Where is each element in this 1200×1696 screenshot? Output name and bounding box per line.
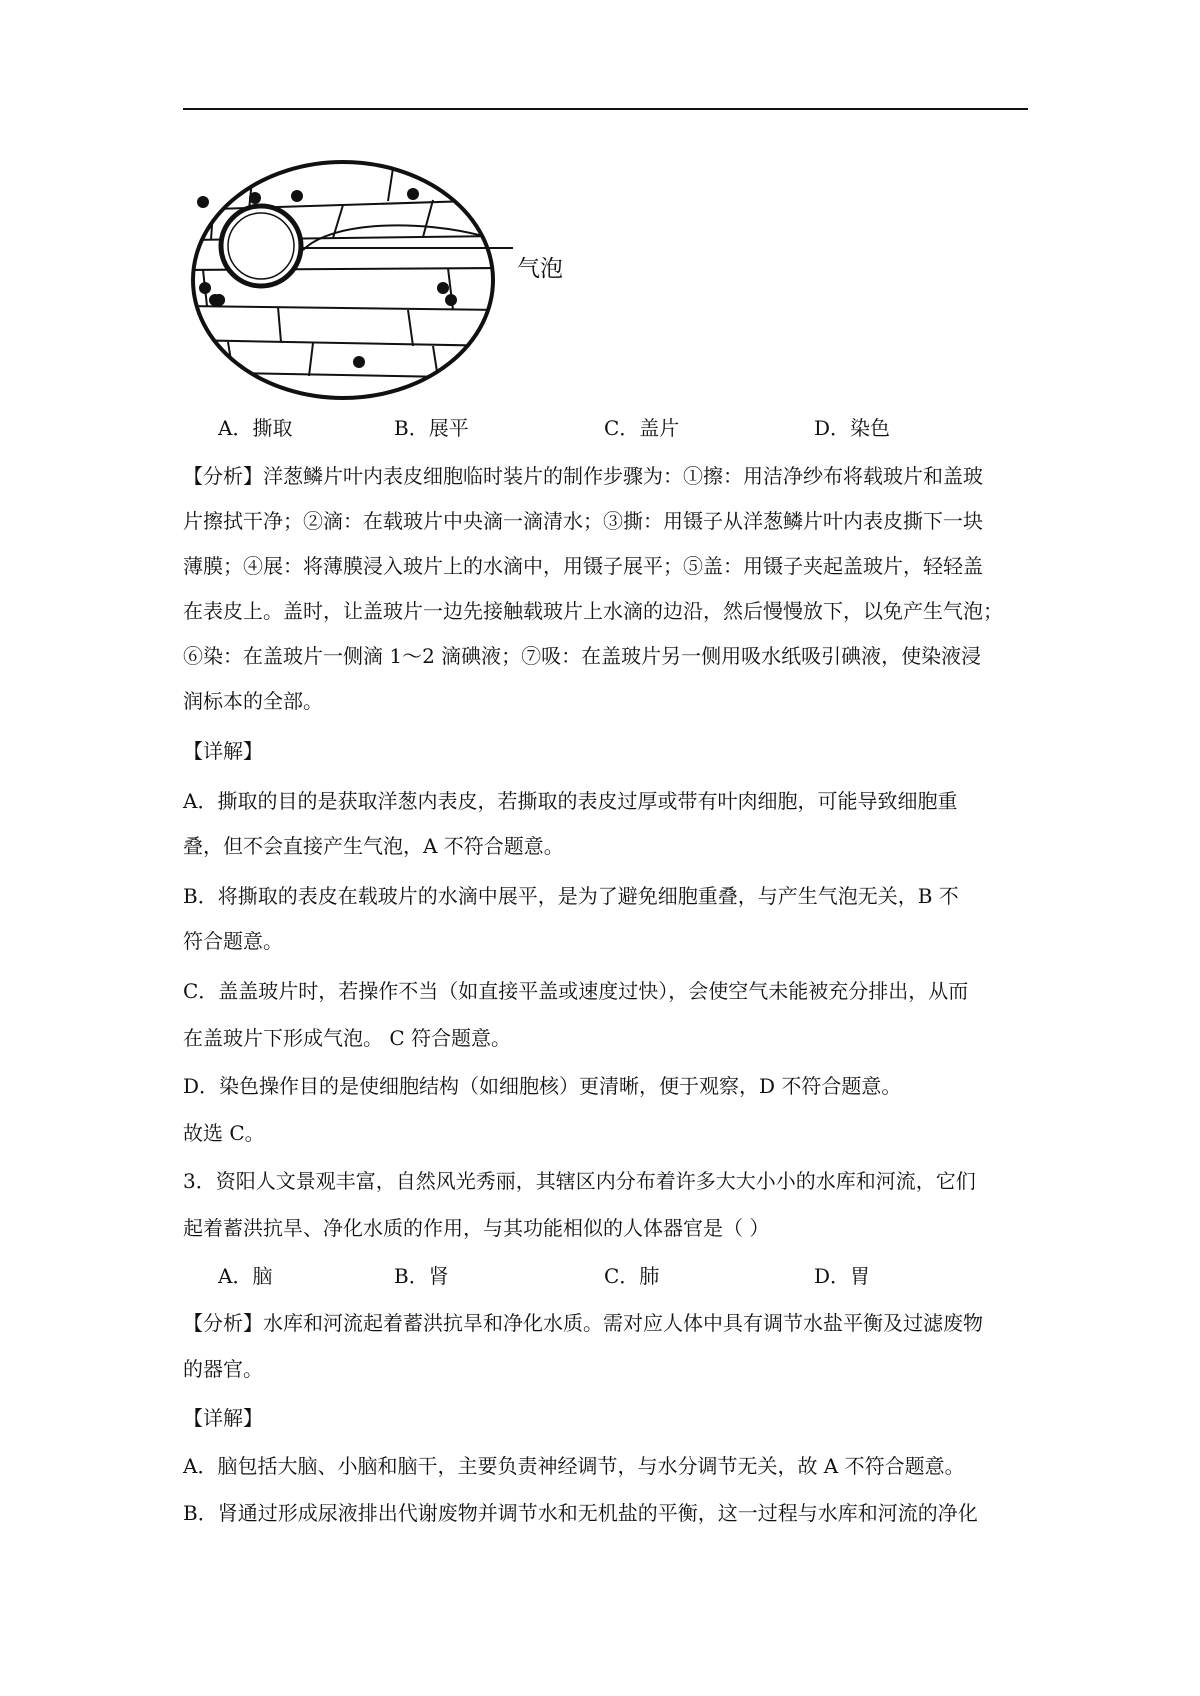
q3-option-b[interactable]: B．肾	[394, 1264, 449, 1288]
q3-option-a[interactable]: A．脑	[218, 1264, 273, 1288]
q2-analysis-line: 片擦拭干净；②滴：在载玻片中央滴一滴清水；③撕：用镊子从洋葱鳞片叶内表皮撕下一块	[183, 509, 983, 533]
bubble-label: 气泡	[517, 256, 563, 282]
q2-option-c[interactable]: C．盖片	[604, 416, 680, 440]
q2-detail-line: B．将撕取的表皮在载玻片的水滴中展平，是为了避免细胞重叠，与产生气泡无关，B 不	[183, 884, 959, 908]
q2-detail-line: 在盖玻片下形成气泡。 C 符合题意。	[183, 1026, 512, 1050]
q2-detail-line: C．盖盖玻片时，若操作不当（如直接平盖或速度过快），会使空气未能被充分排出，从而	[183, 979, 969, 1003]
q2-option-a[interactable]: A．撕取	[218, 416, 293, 440]
q2-analysis-line: ⑥染：在盖玻片一侧滴 1～2 滴碘液；⑦吸：在盖玻片另一侧用吸水纸吸引碘液，使染液浸	[183, 644, 982, 668]
q3-option-d[interactable]: D．胃	[814, 1264, 871, 1288]
header-rule	[183, 108, 1028, 110]
q2-analysis-line: 润标本的全部。	[183, 689, 323, 713]
q3-analysis-line: 的器官。	[183, 1357, 263, 1381]
q3-question-line: 3．资阳人文景观丰富，自然风光秀丽，其辖区内分布着许多大大小小的水库和河流，它们	[183, 1169, 976, 1193]
q3-detail-line: A．脑包括大脑、小脑和脑干，主要负责神经调节，与水分调节无关，故 A 不符合题意。	[183, 1454, 965, 1478]
air-bubble-inner	[228, 213, 294, 279]
q3-question-line: 起着蓄洪抗旱、净化水质的作用，与其功能相似的人体器官是（ ）	[183, 1216, 770, 1240]
q2-detail-line: 符合题意。	[183, 929, 283, 953]
q3-detail-heading: 【详解】	[183, 1406, 263, 1430]
q2-answer: 故选 C。	[183, 1121, 265, 1145]
q2-option-b[interactable]: B．展平	[394, 416, 469, 440]
q2-detail-line: A．撕取的目的是获取洋葱内表皮，若撕取的表皮过厚或带有叶肉细胞，可能导致细胞重	[183, 789, 958, 813]
q2-analysis-line: 【分析】洋葱鳞片叶内表皮细胞临时装片的制作步骤为：①擦：用洁净纱布将载玻片和盖玻	[183, 464, 983, 488]
q2-analysis-line: 在表皮上。盖时，让盖玻片一边先接触载玻片上水滴的边沿，然后慢慢放下，以免产生气泡；	[183, 599, 1003, 623]
q3-detail-line: B．肾通过形成尿液排出代谢废物并调节水和无机盐的平衡，这一过程与水库和河流的净化	[183, 1501, 978, 1525]
q2-option-d[interactable]: D．染色	[814, 416, 891, 440]
q2-detail-line: 叠，但不会直接产生气泡，A 不符合题意。	[183, 834, 564, 858]
q2-detail-heading: 【详解】	[183, 739, 263, 763]
q2-options	[218, 412, 1018, 444]
q2-detail-line: D．染色操作目的是使细胞结构（如细胞核）更清晰，便于观察，D 不符合题意。	[183, 1074, 902, 1098]
q3-options	[218, 1260, 1018, 1292]
q2-analysis-line: 薄膜；④展：将薄膜浸入玻片上的水滴中，用镊子展平；⑤盖：用镊子夹起盖玻片，轻轻盖	[183, 554, 983, 578]
q3-analysis-line: 【分析】水库和河流起着蓄洪抗旱和净化水质。需对应人体中具有调节水盐平衡及过滤废物	[183, 1311, 983, 1335]
q3-option-c[interactable]: C．肺	[604, 1264, 660, 1288]
